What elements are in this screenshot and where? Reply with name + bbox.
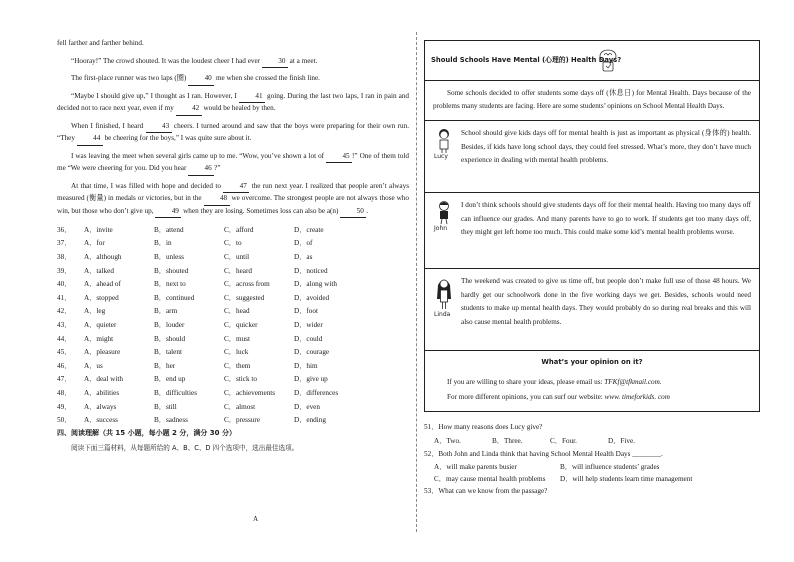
option-d[interactable]: D．noticed: [294, 266, 328, 275]
lucy-text: School should give kids days off for mental health is just as important as physical (身体的) health. Besides, if kids have long school days, they could feel stressed. What’s more, they don’t have much experience in dealing with mental health problems.: [461, 129, 751, 165]
question-52-options-ab: [424, 463, 760, 471]
option-row: [57, 264, 409, 278]
q51-option-c[interactable]: C．Four.: [550, 436, 577, 445]
option-b[interactable]: B．next to: [154, 280, 186, 289]
option-row: [57, 359, 409, 373]
option-d[interactable]: D．courage: [294, 348, 330, 357]
option-d[interactable]: D．differences: [294, 388, 339, 397]
option-a[interactable]: A．ahead of: [84, 280, 121, 289]
option-c[interactable]: C．stick to: [224, 375, 257, 384]
option-d[interactable]: D．of: [294, 239, 313, 248]
option-c[interactable]: C．pressure: [224, 416, 260, 425]
blank-46[interactable]: 46: [188, 163, 214, 176]
section-instruction: 阅读下面三篇材料，从每题所给的 A、B、C、D 四个选项中，选出最佳选项。: [71, 444, 299, 453]
option-c[interactable]: C．achievements: [224, 388, 276, 397]
option-b[interactable]: B．in: [154, 239, 172, 248]
option-number: 49．: [57, 402, 72, 411]
questions: [424, 422, 760, 497]
option-a[interactable]: A．quieter: [84, 321, 117, 329]
option-d[interactable]: D．avoided: [294, 293, 330, 302]
q52-option-a[interactable]: A．will make parents busier: [434, 463, 517, 472]
option-number: 50．: [57, 416, 72, 425]
option-b[interactable]: B．talent: [154, 348, 182, 357]
option-row: [57, 400, 409, 414]
boy-icon: [433, 199, 455, 225]
john-avatar: [433, 199, 459, 231]
option-a[interactable]: A．although: [84, 253, 122, 262]
option-a[interactable]: A．deal with: [84, 375, 123, 384]
blank-40[interactable]: 40: [188, 73, 214, 86]
option-b[interactable]: B．still: [154, 402, 177, 411]
option-d[interactable]: D．create: [294, 225, 324, 234]
option-c[interactable]: C．them: [224, 361, 251, 370]
cloze-options: [57, 223, 409, 427]
option-b[interactable]: B．arm: [154, 307, 178, 316]
option-row: [57, 318, 409, 332]
q52-option-d[interactable]: D．will help students learn time management: [560, 474, 693, 483]
blank-48[interactable]: 48: [204, 193, 230, 206]
option-d[interactable]: D．ending: [294, 416, 326, 425]
option-a[interactable]: A．always: [84, 402, 117, 411]
q51-option-b[interactable]: B．Three.: [492, 436, 523, 445]
option-c[interactable]: C．suggested: [224, 293, 265, 302]
opinion-footer: [425, 351, 759, 405]
option-a[interactable]: A．abilities: [84, 388, 120, 397]
option-number: 45．: [57, 348, 72, 357]
option-number: 38．: [57, 253, 72, 262]
option-b[interactable]: B．difficulties: [154, 388, 197, 397]
option-number: 48．: [57, 388, 72, 397]
opinion-john: [425, 193, 759, 269]
question-52: 52．Both John and Linda think that having School Mental Health Days ________.: [424, 449, 663, 458]
website-link[interactable]: www. timeforkids. com: [604, 392, 670, 401]
opinion-email-line: If you are willing to share your ideas, please email us: TFKf@tfkmail.com.: [447, 377, 662, 386]
option-d[interactable]: D．as: [294, 253, 313, 262]
blank-50[interactable]: 50: [340, 206, 366, 219]
passage-p5: I was leaving the meet when several girls came up to me. “Wow, you’ve shown a lot of 45 !” One of them told me “We were cheering for you. Did you hear 46 ?”: [57, 151, 409, 176]
option-d[interactable]: D．him: [294, 361, 318, 370]
option-b[interactable]: B．continued: [154, 293, 195, 302]
question-53: 53．What can we know from the passage?: [424, 486, 548, 495]
option-c[interactable]: C．head: [224, 307, 250, 316]
left-column: [57, 38, 409, 453]
girl-long-hair-icon: [433, 275, 455, 311]
blank-49[interactable]: 49: [155, 206, 181, 219]
option-row: [57, 332, 409, 346]
linda-avatar: [433, 275, 459, 319]
john-text: I don’t think schools should give students days off for their mental health. Having too many days off can influence our grades. And many parents have to go to work. If students get too many days off, they might get left home too much. This could make some kid’s mental health problems worse.: [461, 201, 751, 237]
option-number: 43．: [57, 321, 72, 329]
blank-43[interactable]: 43: [146, 121, 172, 134]
q52-option-b[interactable]: B．will influence students’ grades: [560, 463, 660, 472]
john-name: John: [434, 225, 448, 232]
blank-41[interactable]: 41: [239, 91, 265, 104]
option-a[interactable]: A．talked: [84, 266, 114, 275]
option-a[interactable]: A．stopped: [84, 293, 119, 302]
option-d[interactable]: D．could: [294, 334, 323, 343]
passage-letter: A: [253, 515, 259, 523]
option-b[interactable]: B．should: [154, 334, 186, 343]
option-c[interactable]: C．across from: [224, 280, 270, 289]
option-d[interactable]: D．along with: [294, 280, 337, 289]
option-b[interactable]: B．louder: [154, 321, 185, 329]
option-c[interactable]: C．must: [224, 334, 250, 343]
box-intro: Some schools decided to offer students some days off (休息日) for Mental Health. Days because of the problems many students are facing. Here are some students’ opinions on School Mental Health Days.: [425, 81, 759, 121]
option-number: 47．: [57, 375, 72, 384]
box-header: [425, 41, 759, 81]
right-column: [424, 40, 760, 497]
blank-42[interactable]: 42: [176, 103, 202, 116]
option-d[interactable]: D．give up: [294, 375, 328, 384]
girl-icon: [433, 127, 455, 153]
option-c[interactable]: C．quicker: [224, 321, 258, 329]
option-d[interactable]: D．even: [294, 402, 320, 411]
option-number: 36．: [57, 225, 72, 234]
heart-mind-icon: [595, 47, 621, 75]
option-b[interactable]: B．end up: [154, 375, 186, 384]
option-number: 37．: [57, 239, 72, 248]
passage-p4: When I finished, I heard 43 cheers. I turned around and saw that the boys were preparing for their own run. “They 44 be cheering for the boys,” I was quite sure about it.: [57, 121, 409, 146]
option-b[interactable]: B．sadness: [154, 416, 188, 425]
option-a[interactable]: A．might: [84, 334, 114, 343]
question-51-options: [424, 437, 760, 445]
lucy-name: Lucy: [434, 153, 448, 160]
option-number: 40．: [57, 280, 72, 289]
option-c[interactable]: C．to: [224, 239, 242, 248]
option-d[interactable]: D．foot: [294, 307, 318, 316]
box-title: Should Schools Have Mental (心理的) Health Days?: [431, 56, 622, 64]
option-d[interactable]: D．wider: [294, 321, 323, 329]
q51-option-d[interactable]: D．Five.: [608, 436, 635, 445]
question-52-options-cd: [424, 475, 760, 483]
option-b[interactable]: B．shouted: [154, 266, 189, 275]
option-row: [57, 414, 409, 428]
email-link[interactable]: TFKf@tfkmail.com.: [604, 377, 662, 386]
passage-p2: The first-place runner was two laps (圈) 40 me when she crossed the finish line.: [57, 73, 409, 86]
option-number: 46．: [57, 361, 72, 370]
passage-line0: fell farther and farther behind.: [57, 39, 144, 47]
option-row: [57, 386, 409, 400]
q52-option-c[interactable]: C．may cause mental health problems: [434, 474, 546, 483]
option-number: 42．: [57, 307, 72, 316]
passage-p1: “Hooray!” The crowd shouted. It was the loudest cheer I had ever 30 at a meet.: [57, 56, 409, 69]
option-number: 41．: [57, 293, 72, 302]
option-a[interactable]: A．us: [84, 361, 103, 370]
opinion-linda: [425, 269, 759, 351]
option-number: 44．: [57, 334, 72, 343]
blank-44[interactable]: 44: [77, 133, 103, 146]
option-c[interactable]: C．luck: [224, 348, 249, 357]
blank-30[interactable]: 30: [262, 56, 288, 69]
option-row: [57, 223, 409, 237]
q51-option-a[interactable]: A．Two.: [434, 436, 461, 445]
option-row: [57, 373, 409, 387]
fold-line: [416, 32, 417, 532]
option-row: [57, 346, 409, 360]
option-row: [57, 250, 409, 264]
option-c[interactable]: C．almost: [224, 402, 256, 411]
option-a[interactable]: A．invite: [84, 225, 113, 234]
option-a[interactable]: A．success: [84, 416, 118, 425]
option-row: [57, 237, 409, 251]
passage-p6: At that time, I was filled with hope and decided to 47 the run next year. I realized that people aren’t always measured (衡量) in medals or victories, but in the 48 we overcome. The strongest people are not always those who win, but those who don’t give up, 49 when they are losing. Sometimes loss can also be a(n) 50 .: [57, 181, 409, 219]
option-row: [57, 278, 409, 292]
opinion-title: What’s your opinion on it?: [541, 358, 643, 366]
blank-47[interactable]: 47: [223, 181, 249, 194]
opinion-site-line: For more different opinions, you can surf our website: www. timeforkids. com: [447, 392, 670, 401]
option-number: 39．: [57, 266, 72, 275]
option-c[interactable]: C．heard: [224, 266, 252, 275]
linda-text: The weekend was created to give us time off, but people don’t make full use of those 48 hours. We hardly get our schoolwork done in the five working days we get. Besides, schools would need students to make up mental health days. They would probably do so during real breaks and this will also cause mental health problems.: [461, 277, 751, 327]
option-row: [57, 291, 409, 305]
option-row: [57, 305, 409, 319]
lucy-avatar: [433, 127, 459, 159]
option-b[interactable]: B．her: [154, 361, 176, 370]
opinion-lucy: [425, 121, 759, 193]
blank-45[interactable]: 45: [326, 151, 352, 164]
option-b[interactable]: B．unless: [154, 253, 184, 262]
option-a[interactable]: A．for: [84, 239, 105, 248]
opinion-box: [424, 40, 760, 412]
option-c[interactable]: C．until: [224, 253, 250, 262]
option-a[interactable]: A．pleasure: [84, 348, 121, 357]
question-51: 51．How many reasons does Lucy give?: [424, 423, 543, 431]
option-a[interactable]: A．leg: [84, 307, 106, 316]
passage-p3: “Maybe I should give up,” I thought as I ran. However, I 41 going. During the last two laps, I ran in pain and decided not to race next year, even if my 42 would be healed by then.: [57, 91, 409, 116]
option-c[interactable]: C．afford: [224, 225, 254, 234]
option-b[interactable]: B．attend: [154, 225, 184, 234]
linda-name: Linda: [434, 311, 451, 318]
section-heading: 四、阅读理解（共 15 小题，每小题 2 分，满分 30 分）: [57, 429, 236, 438]
